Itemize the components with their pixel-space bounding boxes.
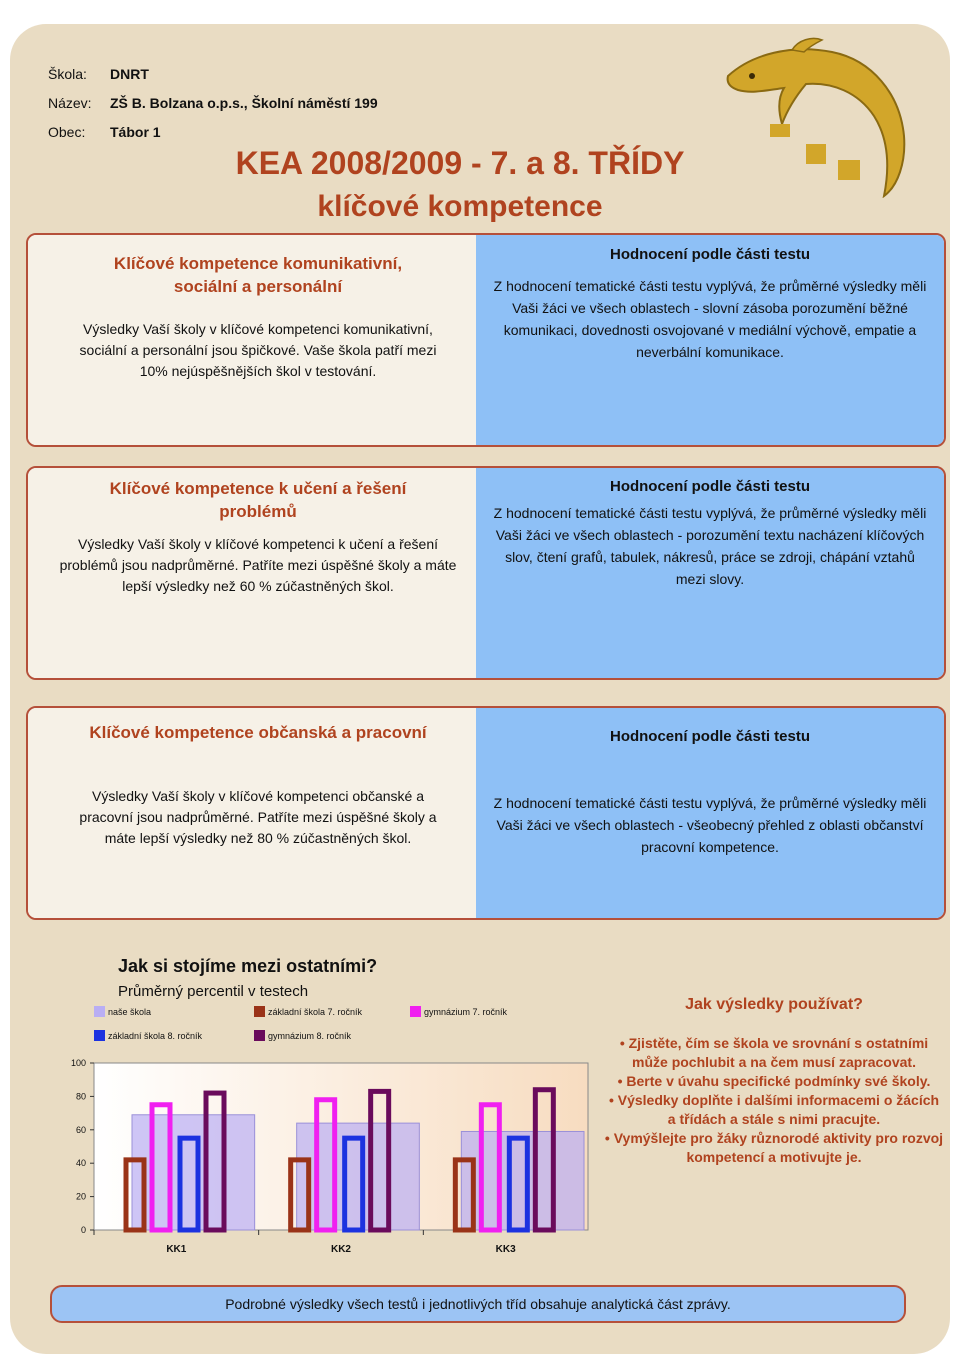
panel-right-text: Z hodnocení tematické části testu vyplývá, že průměrné výsledky měli Vaši žáci ve všech oblastech - porozumění textu nacházení klíčových slov, čtení grafů, tabulek, nákresů, práce se zdroji, chápání vztahů mezi slovy. (493, 505, 927, 587)
x-tick-label: KK1 (166, 1244, 187, 1255)
panel-left (28, 708, 476, 918)
list-item: • Zjistěte, čím se škola ve srovnání s ostatními může pochlubit a na čem musí zapracovat. (604, 1034, 944, 1072)
percentile-chart (50, 1005, 600, 1260)
legend-swatch (410, 1006, 421, 1017)
panel-text: Výsledky Vaší školy v klíčové kompetenci k učení a řešení problémů jsou nadprůměrné. Patříte mezi úspěšné školy a máte lepší výsledky než 60 % zúčastněných škol. (59, 536, 457, 594)
panel-right (476, 708, 944, 918)
legend-label: gymnázium 7. ročník (424, 1007, 508, 1017)
legend-swatch (94, 1006, 105, 1017)
list-item: • Vymýšlejte pro žáky různorodé aktivity pro rozvoj kompetencí a motivujte je. (604, 1129, 944, 1167)
y-tick-label: 60 (75, 1124, 86, 1135)
list-item: • Výsledky doplňte i dalšími informacemi o žácích a třídách a stále s nimi pracujte. (604, 1091, 944, 1129)
panel-learning (26, 466, 946, 680)
list-item: • Berte v úvahu specifické podmínky své školy. (604, 1072, 944, 1091)
legend-label: naše škola (108, 1007, 152, 1017)
municipality-label: Obec: (48, 124, 86, 140)
panel-right-text: Z hodnocení tematické části testu vyplývá, že průměrné výsledky měli Vaši žáci ve všech oblastech - slovní zásoba porozumění běžné komunikaci, dovednosti osvojované v mediální výchově, empatie a neverbální komunikace. (493, 278, 927, 360)
municipality-value: Tábor 1 (110, 124, 161, 140)
panel-left (28, 235, 476, 445)
school-value: DNRT (110, 66, 149, 82)
page-title: KEA 2008/2009 - 7. a 8. TŘÍDY (235, 145, 685, 181)
legend-swatch (254, 1006, 265, 1017)
how-to-use-list (604, 1034, 944, 1167)
legend-label: gymnázium 8. ročník (268, 1031, 352, 1041)
panel-heading: Klíčové kompetence komunikativní, sociální a personální (113, 254, 403, 296)
footer-note: Podrobné výsledky všech testů i jednotlivých tříd obsahuje analytická část zprávy. (50, 1285, 906, 1323)
panel-left (28, 468, 476, 678)
x-tick-label: KK3 (495, 1244, 516, 1255)
school-info (48, 60, 378, 147)
school-label: Škola: (48, 66, 87, 82)
panel-right-text: Z hodnocení tematické části testu vyplývá, že průměrné výsledky měli Vaši žáci ve všech oblastech - všeobecný přehled z oblasti občanství pracovní kompetence. (493, 795, 927, 855)
y-tick-label: 100 (70, 1058, 86, 1068)
name-value: ZŠ B. Bolzana o.p.s., Školní náměstí 199 (110, 95, 378, 111)
chart-subheading: Průměrný percentil v testech (118, 983, 309, 1000)
how-to-use-section (604, 996, 944, 1167)
x-tick-label: KK2 (330, 1244, 352, 1255)
y-tick-label: 20 (75, 1191, 86, 1202)
panel-text: Výsledky Vaší školy v klíčové kompetenci komunikativní, sociální a personální jsou špičkové. Vaše škola patří mezi 10% nejúspěšnějších škol v testování. (79, 321, 437, 379)
panel-right-heading: Hodnocení podle části testu (609, 478, 811, 495)
panel-right (476, 468, 944, 678)
legend-label: základní škola 8. ročník (108, 1031, 203, 1041)
dolphin-logo (722, 36, 912, 198)
how-to-use-title: Jak výsledky používat? (685, 996, 863, 1013)
panel-communicative (26, 233, 946, 447)
panel-right-heading: Hodnocení podle části testu (609, 728, 811, 745)
page-subtitle: klíčové kompetence (317, 190, 603, 223)
chart-heading: Jak si stojíme mezi ostatními? (118, 956, 378, 976)
panel-heading: Klíčové kompetence k učení a řešení problémů (109, 479, 407, 521)
panel-right-heading: Hodnocení podle části testu (609, 246, 811, 263)
y-tick-label: 0 (80, 1225, 86, 1235)
y-tick-label: 40 (75, 1158, 86, 1169)
panel-civic (26, 706, 946, 920)
legend-swatch (254, 1030, 265, 1041)
panel-heading: Klíčové kompetence občanská a pracovní (89, 723, 427, 742)
legend-swatch (94, 1030, 105, 1041)
name-label: Název: (48, 95, 92, 111)
y-tick-label: 80 (75, 1091, 86, 1102)
legend-label: základní škola 7. ročník (268, 1007, 363, 1017)
panel-right (476, 235, 944, 445)
panel-text: Výsledky Vaší školy v klíčové kompetenci občanské a pracovní jsou nadprůměrné. Patříte mezi úspěšné školy a máte lepší výsledky než 80 % zúčastněných škol. (79, 788, 437, 846)
